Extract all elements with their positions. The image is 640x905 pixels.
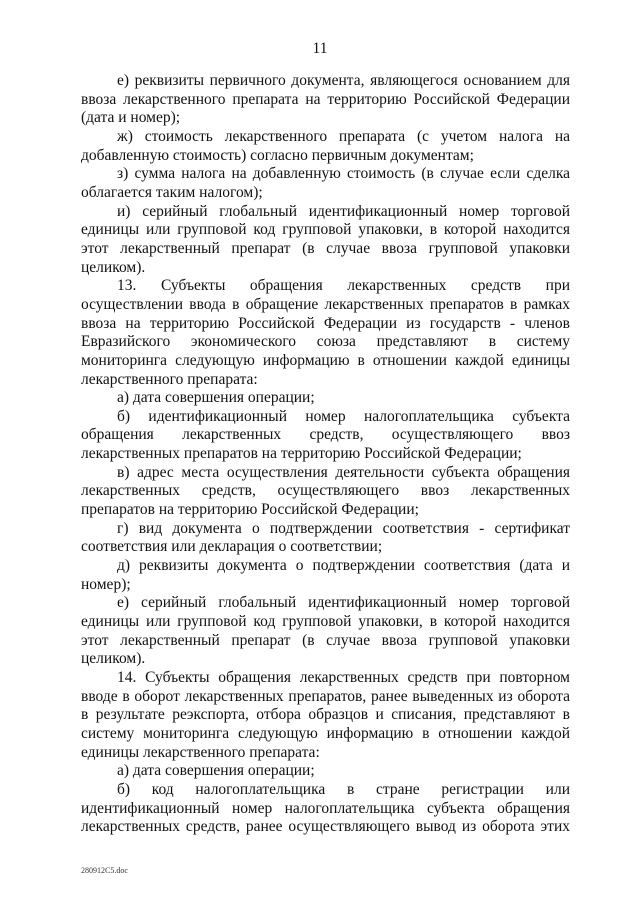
- footer-file-code: 280912C5.doc: [81, 866, 128, 875]
- paragraph-item-i: и) серийный глобальный идентификационный номер торговой единицы или групповой код групповой упаковки, в которой находится этот лекарственный препарат (в случае ввоза групповой упаковки целиком).: [81, 202, 570, 276]
- paragraph-item-a2: а) дата совершения операции;: [117, 762, 315, 780]
- paragraph-item-zh: ж) стоимость лекарственного препарата (с учетом налога на добавленную стоимость) согласно первичным документам;: [81, 127, 570, 164]
- paragraph-item-a: а) дата совершения операции;: [117, 389, 315, 407]
- paragraph-clause-13: 13. Субъекты обращения лекарственных средств при осуществлении ввода в обращение лекарственных препаратов в рамках ввоза на территорию Российской Федерации из государств - членов Евразийского экономического союза представляют в систему мониторинга следующую информацию в отношении каждой единицы лекарственного препарата:: [81, 277, 570, 388]
- paragraph-item-g: г) вид документа о подтверждении соответствия - сертификат соответствия или декларация о соответствии;: [81, 519, 570, 556]
- paragraph-item-v: в) адрес места осуществления деятельности субъекта обращения лекарственных средств, осуществляющего ввоз лекарственных препаратов на территорию Российской Федерации;: [81, 463, 570, 519]
- paragraph-item-e: е) реквизиты первичного документа, являющегося основанием для ввоза лекарственного препарата на территорию Российской Федерации (дата и номер);: [81, 72, 570, 127]
- paragraph-item-b: б) идентификационный номер налогоплательщика субъекта обращения лекарственных средств, осуществляющего ввоз лекарственных препаратов на территорию Российской Федерации;: [81, 407, 570, 463]
- paragraph-item-z: з) сумма налога на добавленную стоимость (в случае если сделка облагается таким налогом);: [81, 165, 570, 201]
- page-number: 11: [312, 40, 328, 57]
- paragraph-item-d: д) реквизиты документа о подтверждении соответствия (дата и номер);: [81, 557, 570, 593]
- paragraph-item-b2: б) код налогоплательщика в стране регистрации или идентификационный номер налогоплательщика субъекта обращения лекарственных средств, ранее осуществляющего вывод из оборота этих: [81, 780, 570, 836]
- paragraph-item-e2: е) серийный глобальный идентификационный номер торговой единицы или групповой код групповой упаковки, в которой находится этот лекарственный препарат (в случае ввоза групповой упаковки целиком).: [81, 594, 570, 668]
- document-body: [81, 72, 570, 837]
- paragraph-clause-14: 14. Субъекты обращения лекарственных средств при повторном вводе в оборот лекарственных препаратов, ранее выведенных из оборота в результате реэкспорта, отбора образцов и списания, представляют в систему мониторинга следующую информацию в отношении каждой единицы лекарственного препарата:: [81, 669, 570, 761]
